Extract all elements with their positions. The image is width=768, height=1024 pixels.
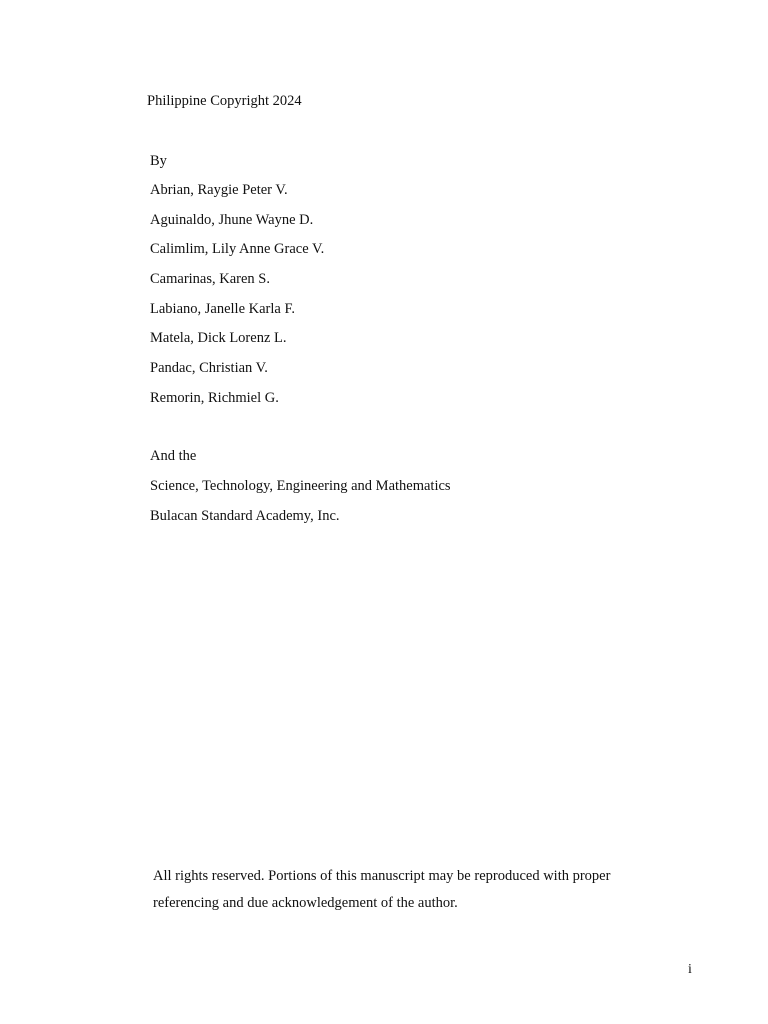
rights-notice xyxy=(153,863,653,917)
affiliation-block xyxy=(150,448,451,538)
and-the-label: And the xyxy=(150,448,197,464)
author-name: Camarinas, Karen S. xyxy=(150,271,270,288)
author-name: Labiano, Janelle Karla F. xyxy=(150,300,295,317)
author-name: Aguinaldo, Jhune Wayne D. xyxy=(150,211,314,228)
author-name: Pandac, Christian V. xyxy=(150,360,268,377)
author-name: Remorin, Richmiel G. xyxy=(150,389,279,406)
institution-name: Bulacan Standard Academy, Inc. xyxy=(150,508,340,524)
author-name: Abrian, Raygie Peter V. xyxy=(150,182,288,198)
rights-notice-line: All rights reserved. Portions of this manuscript may be reproduced with proper xyxy=(153,868,611,884)
rights-notice-line: referencing and due acknowledgement of the author. xyxy=(153,895,458,911)
page-number: i xyxy=(688,962,692,977)
copyright-notice: Philippine Copyright 2024 xyxy=(147,93,302,109)
author-name: Matela, Dick Lorenz L. xyxy=(150,330,287,347)
by-label: By xyxy=(150,153,167,169)
strand-name: Science, Technology, Engineering and Mathematics xyxy=(150,478,451,494)
author-list xyxy=(150,182,324,420)
author-name: Calimlim, Lily Anne Grace V. xyxy=(150,241,325,258)
